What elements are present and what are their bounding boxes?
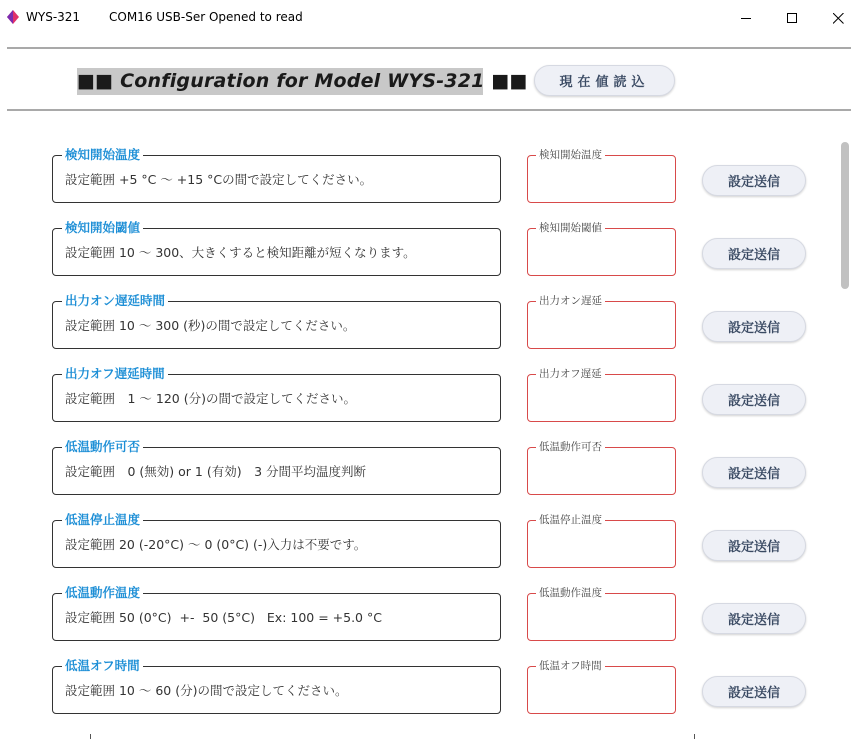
setting-description-group (52, 658, 501, 714)
close-icon (833, 13, 844, 24)
send-setting-button[interactable]: 設定送信 (702, 238, 806, 269)
setting-row (0, 218, 859, 278)
setting-label: 検知開始閾値 (62, 220, 143, 236)
setting-description: 設定範囲 0 (無効) or 1 (有効) 3 分間平均温度判断 (65, 464, 367, 479)
app-diamond-icon (7, 10, 19, 24)
setting-description: 設定範囲 50 (0°C) +- 50 (5°C) Ex: 100 = +5.0 °C (65, 610, 382, 625)
setting-description-group (52, 220, 501, 276)
input-label: 出力オフ遅延 (536, 367, 605, 381)
setting-value-input[interactable] (532, 166, 675, 198)
setting-label: 低温停止温度 (62, 512, 143, 528)
setting-input-group (527, 368, 676, 422)
send-setting-button[interactable]: 設定送信 (702, 165, 806, 196)
vertical-scrollbar[interactable] (841, 142, 849, 289)
setting-description-group (52, 512, 501, 568)
setting-input-group (527, 441, 676, 495)
setting-description-group (52, 293, 501, 349)
send-setting-button[interactable]: 設定送信 (702, 530, 806, 561)
header-divider (7, 109, 851, 111)
setting-description: 設定範囲 10 ～ 60 (分)の間で設定してください。 (65, 683, 348, 698)
close-button[interactable] (815, 0, 859, 37)
input-label: 低温動作温度 (536, 586, 605, 600)
setting-label: 検知開始温度 (62, 147, 143, 163)
setting-description-group (52, 366, 501, 422)
setting-value-input[interactable] (532, 312, 675, 344)
setting-description-group (52, 147, 501, 203)
setting-input-group (527, 295, 676, 349)
maximize-button[interactable] (769, 0, 815, 37)
page-title: ■■ Configuration for Model WYS-321 ■■ (77, 68, 483, 95)
setting-input-group (527, 222, 676, 276)
send-setting-button[interactable]: 設定送信 (702, 384, 806, 415)
input-label: 低温オフ時間 (536, 659, 605, 673)
setting-value-input[interactable] (532, 385, 675, 417)
setting-description: 設定範囲 1 ～ 120 (分)の間で設定してください。 (65, 391, 356, 406)
input-label: 低温停止温度 (536, 513, 605, 527)
read-current-values-button[interactable]: 現在値読込 (534, 65, 675, 96)
setting-label: 低温オフ時間 (62, 658, 143, 674)
setting-description: 設定範囲 10 ～ 300 (秒)の間で設定してください。 (65, 318, 356, 333)
setting-row (0, 291, 859, 351)
setting-label: 出力オン遅延時間 (62, 293, 168, 309)
setting-label: 低温動作可否 (62, 439, 143, 455)
setting-value-input[interactable] (532, 239, 675, 271)
minimize-icon (741, 13, 752, 24)
input-label: 出力オン遅延 (536, 294, 605, 308)
setting-description-group (52, 585, 501, 641)
setting-row (0, 364, 859, 424)
setting-input-group (527, 587, 676, 641)
setting-input-group (527, 660, 676, 714)
port-status: COM16 USB-Ser Opened to read (109, 10, 303, 24)
setting-value-input[interactable] (532, 458, 675, 490)
minimize-button[interactable] (723, 0, 769, 37)
setting-row (0, 656, 859, 716)
next-row-edge (90, 734, 91, 739)
maximize-icon (787, 13, 798, 24)
send-setting-button[interactable]: 設定送信 (702, 457, 806, 488)
setting-row (0, 437, 859, 497)
setting-value-input[interactable] (532, 531, 675, 563)
setting-description: 設定範囲 +5 °C ～ +15 °Cの間で設定してください。 (65, 172, 373, 187)
window-title: WYS-321 (26, 10, 81, 24)
setting-row (0, 510, 859, 570)
setting-label: 出力オフ遅延時間 (62, 366, 168, 382)
input-label: 検知開始閾値 (536, 221, 605, 235)
input-label: 低温動作可否 (536, 440, 605, 454)
send-setting-button[interactable]: 設定送信 (702, 311, 806, 342)
setting-row (0, 145, 859, 205)
setting-description: 設定範囲 20 (-20°C) ～ 0 (0°C) (-)入力は不要です。 (65, 537, 367, 552)
setting-value-input[interactable] (532, 677, 675, 709)
setting-description: 設定範囲 10 ～ 300、大きくすると検知距離が短くなります。 (65, 245, 416, 260)
setting-row (0, 583, 859, 643)
input-label: 検知開始温度 (536, 148, 605, 162)
setting-label: 低温動作温度 (62, 585, 143, 601)
top-divider (7, 47, 851, 49)
setting-description-group (52, 439, 501, 495)
setting-input-group (527, 149, 676, 203)
title-bar (0, 0, 859, 37)
next-row-edge (694, 734, 695, 739)
setting-input-group (527, 514, 676, 568)
send-setting-button[interactable]: 設定送信 (702, 676, 806, 707)
send-setting-button[interactable]: 設定送信 (702, 603, 806, 634)
setting-value-input[interactable] (532, 604, 675, 636)
